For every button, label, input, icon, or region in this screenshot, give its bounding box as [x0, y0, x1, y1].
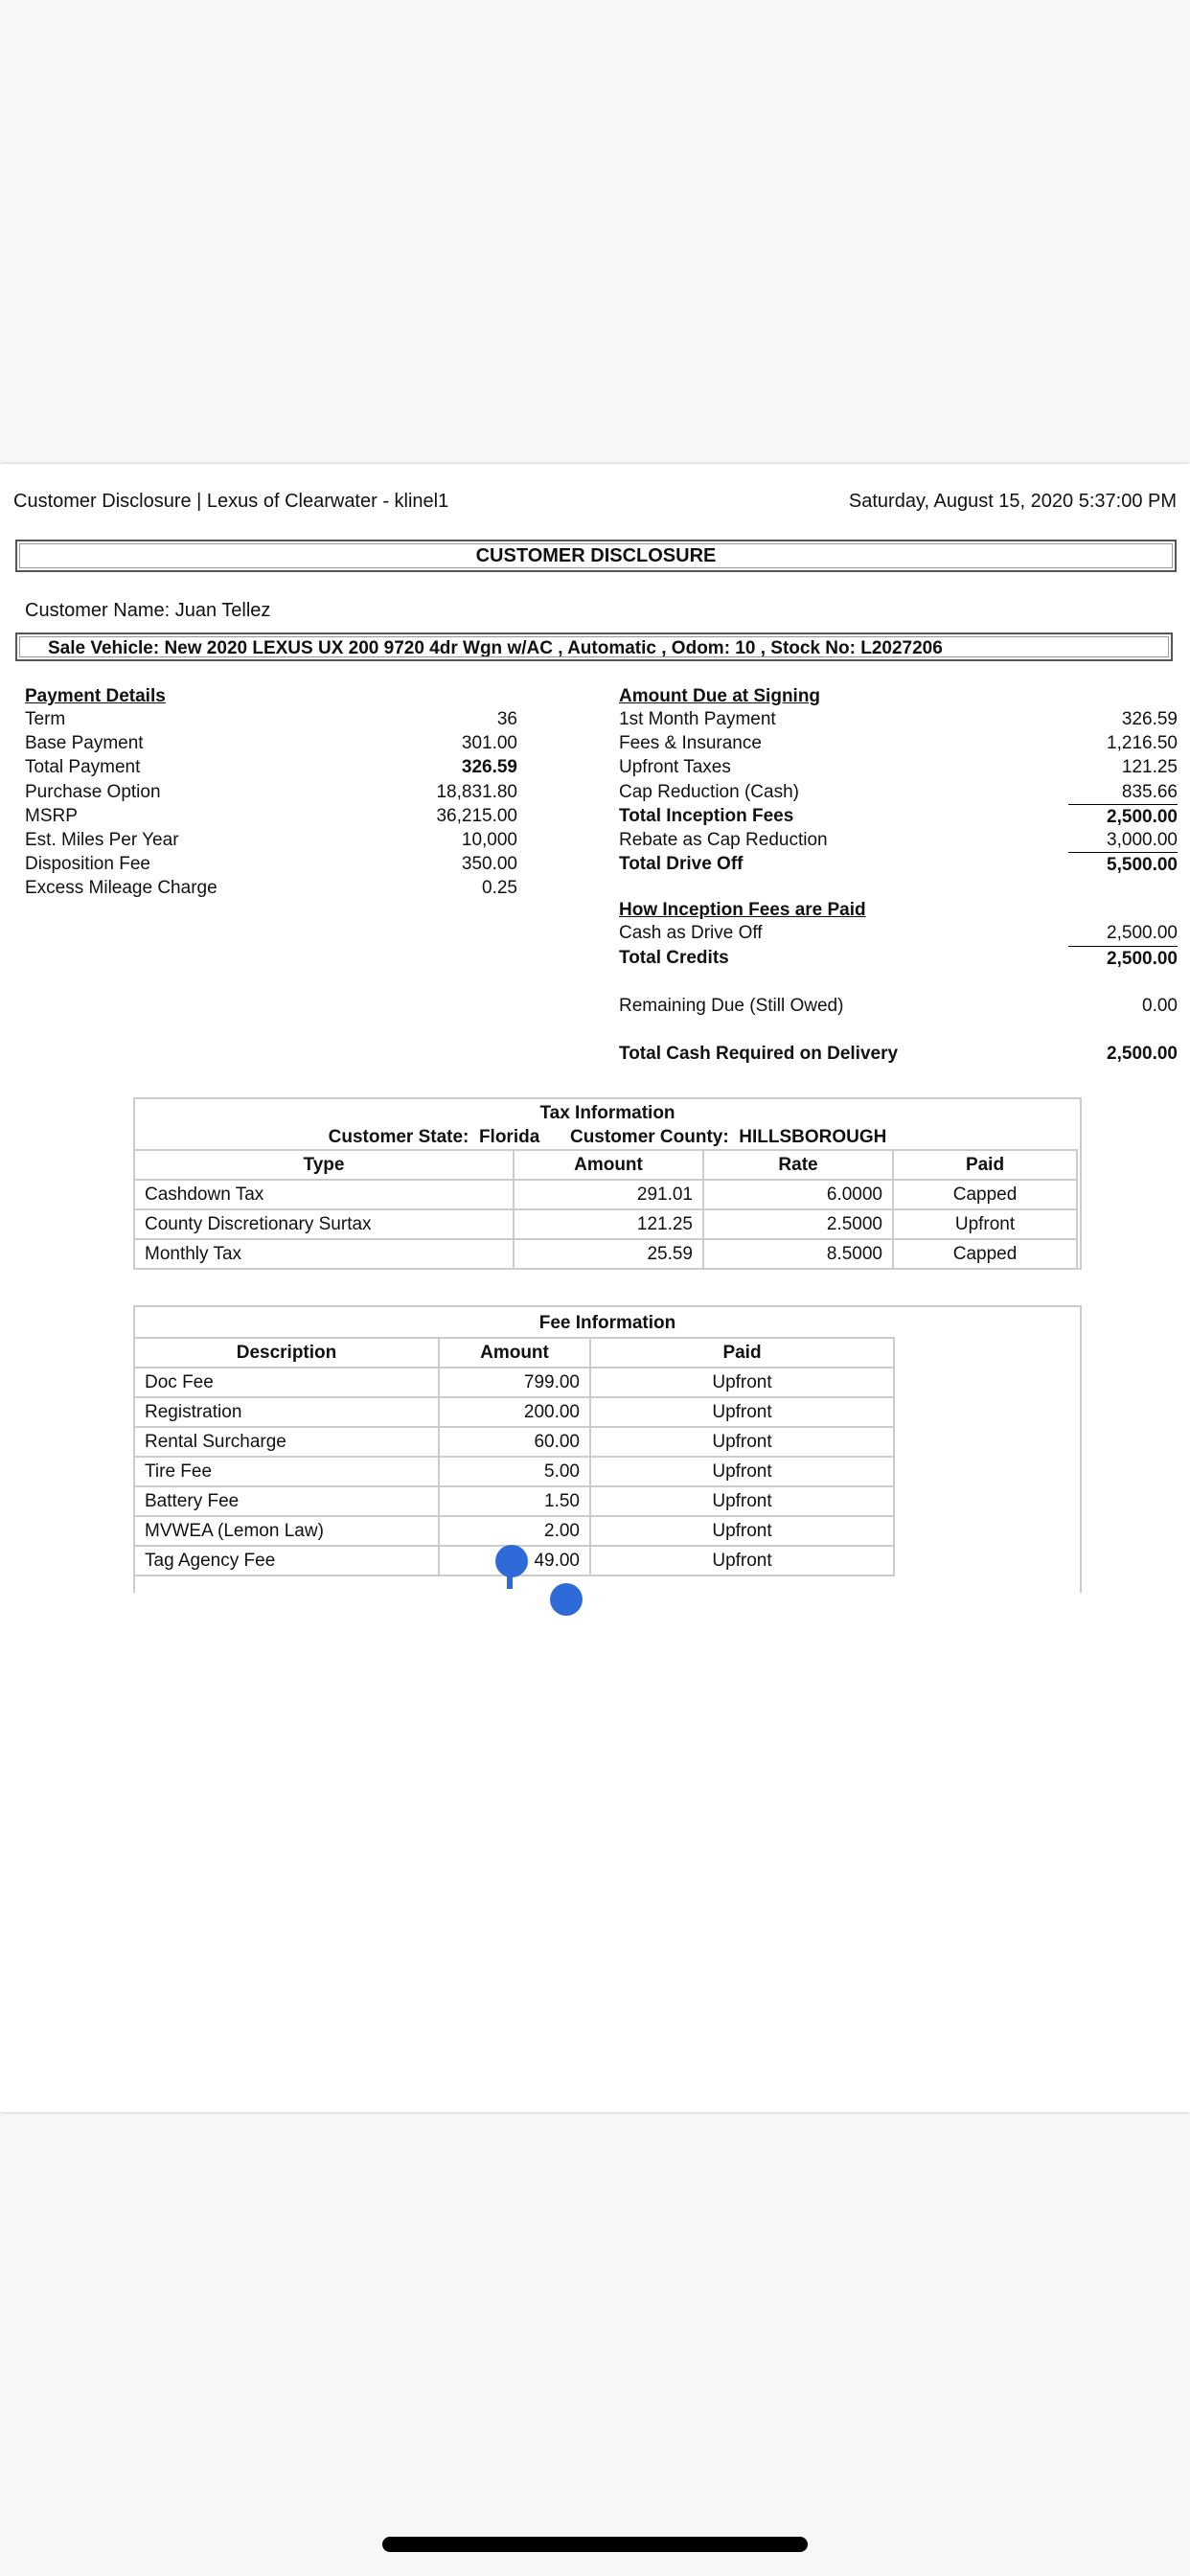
- fee-cell: Upfront: [590, 1486, 894, 1516]
- fee-cell: 200.00: [439, 1397, 590, 1427]
- tax-information: [133, 1097, 1082, 1270]
- fee-cell: Tire Fee: [134, 1457, 439, 1486]
- tax-row: [134, 1209, 1077, 1239]
- fee-col-amount: Amount: [439, 1338, 590, 1368]
- fee-row: [134, 1368, 894, 1397]
- amount-row: Rebate as Cap Reduction 3,000.00: [619, 829, 1178, 850]
- fee-cell: Upfront: [590, 1516, 894, 1546]
- tax-cell: Capped: [893, 1239, 1077, 1269]
- tax-row: [134, 1239, 1077, 1269]
- total-cash-required: Total Cash Required on Delivery 2,500.00: [619, 1043, 1178, 1064]
- amount-row: Fees & Insurance 1,216.50: [619, 733, 1178, 754]
- fee-cell: 2.00: [439, 1516, 590, 1546]
- remaining-due: Remaining Due (Still Owed) 0.00: [619, 995, 1178, 1016]
- amount-row: Cap Reduction (Cash) 835.66: [619, 781, 1178, 802]
- tax-cell: 8.5000: [703, 1239, 893, 1269]
- tax-info-title: Tax Information: [539, 1103, 675, 1123]
- tax-cell: Upfront: [893, 1209, 1077, 1239]
- amount-row-total-drive-off: Total Drive Off 5,500.00: [619, 852, 1178, 876]
- header-left: Customer Disclosure | Lexus of Clearwater - klinel1: [13, 491, 449, 512]
- fee-row: [134, 1457, 894, 1486]
- sale-vehicle: Sale Vehicle: New 2020 LEXUS UX 200 9720 4dr Wgn w/AC , Automatic , Odom: 10 , Stock No: L2027206: [15, 632, 1173, 661]
- fee-col-description: Description: [134, 1338, 439, 1368]
- fee-cell: 799.00: [439, 1368, 590, 1397]
- fee-cell: Registration: [134, 1397, 439, 1427]
- tax-cell: 6.0000: [703, 1180, 893, 1209]
- document-page: [0, 464, 1190, 2112]
- tax-col-paid: Paid: [893, 1150, 1077, 1180]
- tax-cell: Monthly Tax: [134, 1239, 514, 1269]
- fee-cell: Battery Fee: [134, 1486, 439, 1516]
- tax-info-location: Customer State: Florida Customer County: HILLSBOROUGH: [328, 1127, 887, 1147]
- payment-row: Purchase Option 18,831.80: [25, 781, 517, 802]
- tax-cell: Capped: [893, 1180, 1077, 1209]
- selection-start-handle[interactable]: [495, 1545, 528, 1577]
- payment-row: MSRP 36,215.00: [25, 805, 517, 826]
- tax-col-rate: Rate: [703, 1150, 893, 1180]
- payment-row: Disposition Fee 350.00: [25, 854, 517, 875]
- amount-due-section: [619, 686, 1178, 1066]
- fee-cell: 60.00: [439, 1427, 590, 1457]
- document-title: CUSTOMER DISCLOSURE: [15, 540, 1177, 572]
- inception-row-total-credits: Total Credits 2,500.00: [619, 946, 1178, 970]
- payment-row: Excess Mileage Charge 0.25: [25, 878, 517, 899]
- fee-cell: Rental Surcharge: [134, 1427, 439, 1457]
- home-indicator[interactable]: [382, 2537, 808, 2552]
- tax-col-amount: Amount: [514, 1150, 703, 1180]
- fee-row: [134, 1427, 894, 1457]
- payment-details-title: Payment Details: [25, 686, 166, 706]
- tax-cell: 25.59: [514, 1239, 703, 1269]
- fee-cell: Upfront: [590, 1427, 894, 1457]
- payment-row: Term 36: [25, 709, 517, 729]
- amount-row: Upfront Taxes 121.25: [619, 757, 1178, 778]
- tax-cell: 2.5000: [703, 1209, 893, 1239]
- fee-cell: Upfront: [590, 1397, 894, 1427]
- amount-due-title: Amount Due at Signing: [619, 686, 821, 706]
- payment-row: Base Payment 301.00: [25, 733, 517, 754]
- fee-cell: Doc Fee: [134, 1368, 439, 1397]
- fee-cell: Upfront: [590, 1368, 894, 1397]
- payment-details: [25, 686, 517, 901]
- tax-cell: Cashdown Tax: [134, 1180, 514, 1209]
- fee-information: [133, 1305, 1082, 1593]
- selection-end-handle[interactable]: [550, 1583, 583, 1616]
- customer-name: Customer Name: Juan Tellez: [25, 600, 271, 621]
- fee-col-paid: Paid: [590, 1338, 894, 1368]
- tax-cell: 291.01: [514, 1180, 703, 1209]
- fee-info-title: Fee Information: [538, 1313, 676, 1333]
- tax-cell: 121.25: [514, 1209, 703, 1239]
- fee-cell: Tag Agency Fee: [134, 1546, 439, 1576]
- fee-cell: MVWEA (Lemon Law): [134, 1516, 439, 1546]
- fee-row: [134, 1486, 894, 1516]
- tax-row: [134, 1180, 1077, 1209]
- fee-row: [134, 1397, 894, 1427]
- payment-row: Total Payment 326.59: [25, 757, 517, 778]
- fee-cell: 1.50: [439, 1486, 590, 1516]
- amount-row: 1st Month Payment 326.59: [619, 709, 1178, 729]
- tax-cell: County Discretionary Surtax: [134, 1209, 514, 1239]
- inception-row: Cash as Drive Off 2,500.00: [619, 923, 1178, 944]
- fee-cell: Upfront: [590, 1546, 894, 1576]
- fee-row: [134, 1516, 894, 1546]
- fee-cell: 49.00: [439, 1546, 590, 1576]
- header-date: Saturday, August 15, 2020 5:37:00 PM: [848, 491, 1177, 512]
- fee-cell: 5.00: [439, 1457, 590, 1486]
- inception-paid-title: How Inception Fees are Paid: [619, 900, 866, 921]
- amount-row-total-inception: Total Inception Fees 2,500.00: [619, 804, 1178, 828]
- tax-col-type: Type: [134, 1150, 514, 1180]
- fee-cell: Upfront: [590, 1457, 894, 1486]
- payment-row: Est. Miles Per Year 10,000: [25, 829, 517, 850]
- fee-table: [133, 1337, 895, 1576]
- tax-table: [133, 1149, 1078, 1270]
